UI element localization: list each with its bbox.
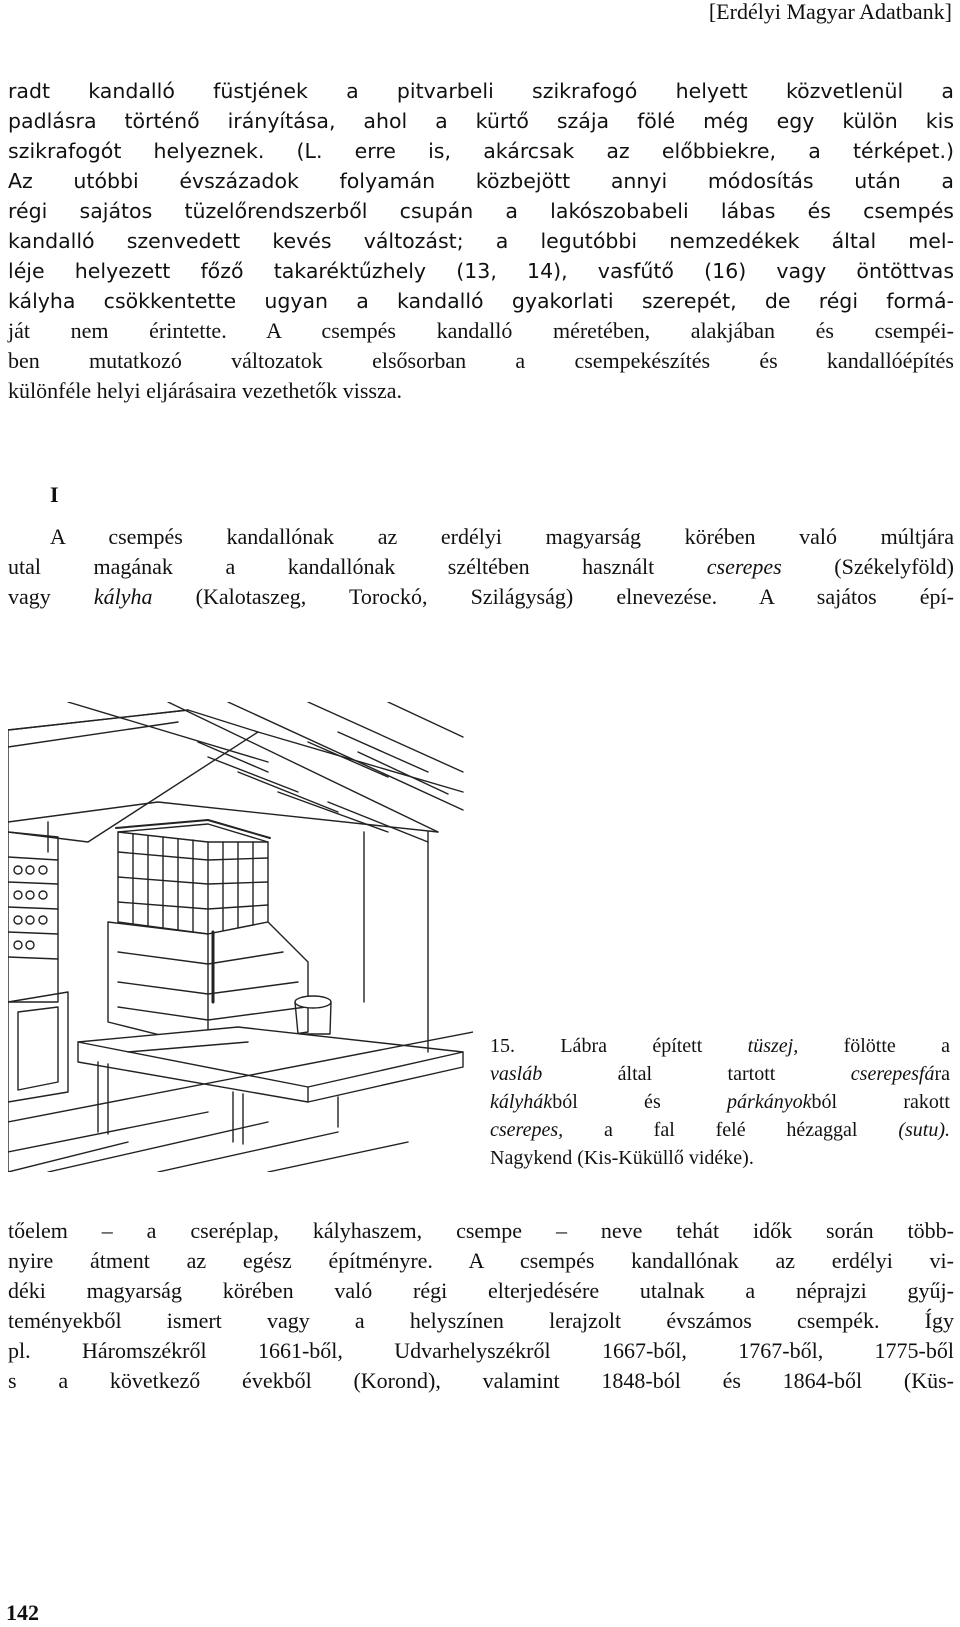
text-line	[8, 552, 954, 582]
text-line: pl. Háromszékről 1661-ből, Udvarhelyszékről 1667-ből, 1767-ből, 1775-ből	[8, 1338, 954, 1363]
text-line: déki magyarság körében való régi elterjedésére utalnak a néprajzi gyűj-	[8, 1278, 954, 1303]
text-segment: által tartott	[542, 1063, 851, 1085]
paragraph-3	[8, 1216, 954, 1396]
section-marker: I	[50, 482, 59, 507]
figure-caption	[490, 1032, 950, 1172]
page-number: 142	[6, 1600, 39, 1625]
text-line: léje helyezett főző takaréktűzhely (13, 14), vasfűtő (16) vagy öntöttvas	[8, 259, 954, 283]
italic-term: vasláb	[490, 1063, 543, 1085]
italic-term: cserepes	[706, 554, 782, 579]
text-segment: a fal felé hézaggal	[563, 1119, 899, 1141]
text-segment: ra	[934, 1063, 950, 1085]
text-line: A csempés kandallónak az erdélyi magyarság körében való múltjára	[50, 524, 954, 549]
caption-line	[490, 1032, 950, 1060]
caption-line	[490, 1116, 950, 1144]
text-segment: fölötte a	[798, 1035, 950, 1057]
paragraph-1	[8, 76, 954, 406]
text-line: szikrafogót helyeznek. (L. erre is, akárcsak az előbbiekre, a térképet.)	[8, 139, 954, 163]
caption-line	[490, 1088, 950, 1116]
italic-term: kályhák	[490, 1091, 553, 1113]
text-line: padlásra történő irányítása, ahol a kürtő szája fölé még egy külön kis	[8, 109, 954, 133]
text-line: tőelem – a cseréplap, kályhaszem, csempe – neve tehát idők során több-	[8, 1218, 954, 1243]
text-segment: ból és	[552, 1091, 728, 1113]
italic-term: párkányok	[727, 1091, 812, 1113]
text-line: régi sajátos tüzelőrendszerből csupán a lakószobabeli lábas és csempés	[8, 199, 954, 223]
italic-term: (sutu).	[898, 1119, 950, 1141]
caption-line: Nagykend (Kis-Küküllő vidéke).	[490, 1147, 754, 1169]
text-line: ját nem érintette. A csempés kandalló méretében, alakjában és csempéi-	[8, 318, 954, 343]
paragraph-2	[8, 522, 954, 612]
text-segment: ból rakott	[811, 1091, 950, 1113]
text-line: s a következő évekből (Korond), valamint 1848-ból és 1864-ből (Küs-	[8, 1368, 954, 1393]
text-line: radt kandalló füstjének a pitvarbeli szikrafogó helyett közvetlenül a	[8, 79, 954, 103]
page-header: [Erdélyi Magyar Adatbank]	[708, 0, 952, 24]
text-line	[8, 582, 954, 612]
stove-illustration	[8, 702, 473, 1172]
text-segment: vagy	[8, 584, 94, 609]
italic-term: kályha	[93, 584, 153, 609]
text-segment: (Kalotaszeg, Torockó, Szilágyság) elnevezése. A sajátos épí-	[152, 584, 954, 609]
text-line: nyire átment az egész építményre. A csempés kandallónak az erdélyi vi-	[8, 1248, 954, 1273]
text-segment: 15. Lábra épített	[490, 1035, 748, 1057]
text-line: kályha csökkentette ugyan a kandalló gyakorlati szerepét, de régi formá-	[8, 289, 954, 313]
italic-term: cserepes,	[490, 1119, 564, 1141]
text-line: kandalló szenvedett kevés változást; a legutóbbi nemzedékek által mel-	[8, 229, 954, 253]
caption-line	[490, 1060, 950, 1088]
text-line: teményekből ismert vagy a helyszínen lerajzolt évszámos csempék. Így	[8, 1308, 954, 1333]
text-segment: utal magának a kandallónak széltében használt	[8, 554, 707, 579]
text-segment: (Székelyföld)	[781, 554, 954, 579]
italic-term: tüszej,	[747, 1035, 799, 1057]
text-line: ben mutatkozó változatok elsősorban a csempekészítés és kandallóépítés	[8, 348, 954, 373]
text-line: különféle helyi eljárásaira vezethetők vissza.	[8, 378, 402, 403]
text-line: Az utóbbi évszázadok folyamán közbejött annyi módosítás után a	[8, 169, 954, 193]
italic-term: cserepesfá	[850, 1063, 935, 1085]
